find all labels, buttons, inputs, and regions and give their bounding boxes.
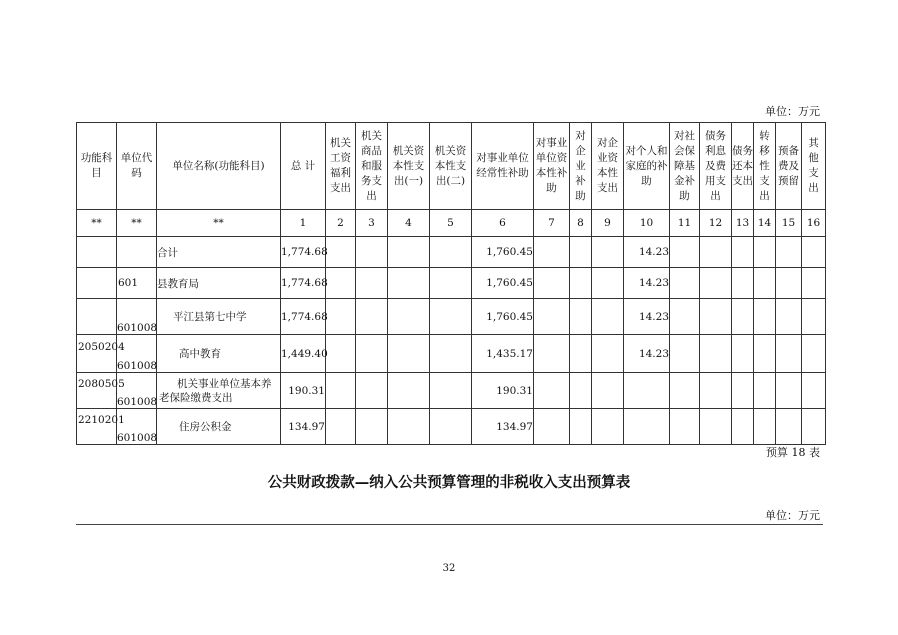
empty-cell	[534, 373, 570, 409]
func-code-cell	[77, 299, 117, 335]
header-col-16: 其他支出	[802, 123, 826, 210]
total-cell: 1,774.68	[281, 268, 326, 299]
empty-cell	[388, 299, 430, 335]
empty-cell	[326, 335, 356, 373]
table-row	[77, 335, 826, 373]
index-cell: 16	[802, 210, 826, 237]
empty-cell	[430, 409, 472, 445]
empty-cell	[570, 237, 592, 268]
index-cell: 10	[624, 210, 670, 237]
header-col-13: 债务还本支出	[732, 123, 754, 210]
empty-cell	[670, 237, 700, 268]
unit-code-cell: 601	[117, 268, 157, 299]
unit-code-cell: 601008	[117, 409, 157, 445]
empty-cell	[670, 409, 700, 445]
empty-cell	[700, 299, 732, 335]
household-subsidy-cell: 14.23	[624, 299, 670, 335]
empty-cell	[802, 237, 826, 268]
empty-cell	[592, 409, 624, 445]
func-code-cell	[77, 237, 117, 268]
total-cell: 134.97	[281, 409, 326, 445]
empty-cell	[534, 268, 570, 299]
empty-cell	[754, 335, 776, 373]
header-unit-name: 单位名称(功能科目)	[157, 123, 281, 210]
empty-cell	[592, 373, 624, 409]
index-cell: **	[77, 210, 117, 237]
index-cell: 8	[570, 210, 592, 237]
index-cell: **	[117, 210, 157, 237]
empty-cell	[700, 409, 732, 445]
empty-cell	[776, 409, 802, 445]
header-col-14: 转移性支出	[754, 123, 776, 210]
unit-code-cell: 601008	[117, 299, 157, 335]
index-cell: 12	[700, 210, 732, 237]
empty-cell	[592, 299, 624, 335]
empty-cell	[570, 268, 592, 299]
empty-cell	[670, 335, 700, 373]
empty-cell	[754, 268, 776, 299]
institution-subsidy-cell: 1,760.45	[472, 268, 534, 299]
empty-cell	[802, 268, 826, 299]
empty-cell	[326, 268, 356, 299]
empty-cell	[388, 335, 430, 373]
household-subsidy-cell: 14.23	[624, 335, 670, 373]
page-number: 32	[442, 563, 456, 574]
empty-cell	[356, 409, 388, 445]
header-total: 总 计	[281, 123, 326, 210]
household-subsidy-cell: 14.23	[624, 237, 670, 268]
empty-cell	[754, 237, 776, 268]
empty-cell	[388, 409, 430, 445]
unit-name-cell: 机关事业单位基本养老保险缴费支出	[157, 373, 281, 409]
empty-cell	[388, 373, 430, 409]
empty-cell	[534, 335, 570, 373]
index-cell: 13	[732, 210, 754, 237]
empty-cell	[670, 373, 700, 409]
func-code-cell	[77, 268, 117, 299]
institution-subsidy-cell: 134.97	[472, 409, 534, 445]
empty-cell	[356, 335, 388, 373]
index-cell: 9	[592, 210, 624, 237]
index-cell: 3	[356, 210, 388, 237]
index-cell: 2	[326, 210, 356, 237]
header-col-2: 机关工资福利支出	[326, 123, 356, 210]
total-cell: 190.31	[281, 373, 326, 409]
index-cell: 11	[670, 210, 700, 237]
total-cell: 1,449.40	[281, 335, 326, 373]
empty-cell	[592, 237, 624, 268]
unit-code-cell: 601008	[117, 335, 157, 373]
empty-cell	[700, 268, 732, 299]
header-col-12: 债务利息及费用支出	[700, 123, 732, 210]
empty-cell	[776, 237, 802, 268]
unit-label-top: 单位：万元	[765, 105, 820, 118]
empty-cell	[356, 237, 388, 268]
empty-cell	[388, 268, 430, 299]
header-col-3: 机关商品和服务支出	[356, 123, 388, 210]
institution-subsidy-cell: 1,435.17	[472, 335, 534, 373]
empty-cell	[430, 268, 472, 299]
empty-cell	[732, 299, 754, 335]
empty-cell	[776, 335, 802, 373]
header-col-15: 预备费及预留	[776, 123, 802, 210]
empty-cell	[356, 373, 388, 409]
empty-cell	[326, 237, 356, 268]
empty-cell	[700, 335, 732, 373]
empty-cell	[776, 268, 802, 299]
table-row	[77, 373, 826, 409]
total-cell: 1,774.68	[281, 299, 326, 335]
index-cell: 14	[754, 210, 776, 237]
table-number: 预算 18 表	[766, 446, 820, 459]
page-title: 公共财政拨款—纳入公共预算管理的非税收入支出预算表	[267, 475, 631, 491]
empty-cell	[592, 335, 624, 373]
index-cell: 15	[776, 210, 802, 237]
empty-cell	[570, 373, 592, 409]
empty-cell	[592, 268, 624, 299]
empty-cell	[430, 373, 472, 409]
empty-cell	[430, 335, 472, 373]
total-cell: 1,774.68	[281, 237, 326, 268]
table-row	[77, 409, 826, 445]
empty-cell	[802, 373, 826, 409]
header-col-11: 对社会保障基金补助	[670, 123, 700, 210]
func-code-cell: 2050204	[77, 335, 117, 373]
empty-cell	[570, 335, 592, 373]
header-unit-code: 单位代码	[117, 123, 157, 210]
unit-label-bottom: 单位：万元	[765, 509, 820, 522]
unit-name-cell: 合计	[157, 237, 281, 268]
empty-cell	[670, 299, 700, 335]
empty-cell	[534, 409, 570, 445]
empty-cell	[388, 237, 430, 268]
institution-subsidy-cell: 190.31	[472, 373, 534, 409]
header-divider	[76, 524, 823, 525]
unit-code-cell: 601008	[117, 373, 157, 409]
empty-cell	[670, 268, 700, 299]
index-cell: 4	[388, 210, 430, 237]
index-row	[77, 210, 826, 237]
empty-cell	[326, 373, 356, 409]
header-col-7: 对事业单位资本性补助	[534, 123, 570, 210]
header-col-6: 对事业单位经常性补助	[472, 123, 534, 210]
empty-cell	[570, 299, 592, 335]
empty-cell	[356, 268, 388, 299]
header-col-8: 对企业补助	[570, 123, 592, 210]
empty-cell	[754, 373, 776, 409]
unit-name-cell: 住房公积金	[157, 409, 281, 445]
empty-cell	[430, 299, 472, 335]
header-func-subject: 功能科目	[77, 123, 117, 210]
empty-cell	[326, 409, 356, 445]
empty-cell	[430, 237, 472, 268]
institution-subsidy-cell: 1,760.45	[472, 237, 534, 268]
table-row	[77, 237, 826, 268]
header-col-9: 对企业资本性支出	[592, 123, 624, 210]
empty-cell	[326, 299, 356, 335]
index-cell: 5	[430, 210, 472, 237]
unit-code-cell	[117, 237, 157, 268]
institution-subsidy-cell: 1,760.45	[472, 299, 534, 335]
unit-name-cell: 平江县第七中学	[157, 299, 281, 335]
index-cell: 1	[281, 210, 326, 237]
empty-cell	[700, 237, 732, 268]
header-col-10: 对个人和家庭的补助	[624, 123, 670, 210]
household-subsidy-cell	[624, 373, 670, 409]
household-subsidy-cell	[624, 409, 670, 445]
budget-table	[76, 122, 826, 445]
empty-cell	[570, 409, 592, 445]
empty-cell	[732, 268, 754, 299]
empty-cell	[732, 335, 754, 373]
header-col-5: 机关资本性支出(二)	[430, 123, 472, 210]
unit-name-cell: 县教育局	[157, 268, 281, 299]
empty-cell	[732, 409, 754, 445]
table-row	[77, 268, 826, 299]
empty-cell	[802, 409, 826, 445]
unit-name-cell: 高中教育	[157, 335, 281, 373]
header-col-4: 机关资本性支出(一)	[388, 123, 430, 210]
empty-cell	[700, 373, 732, 409]
empty-cell	[732, 373, 754, 409]
index-cell: 7	[534, 210, 570, 237]
empty-cell	[802, 335, 826, 373]
household-subsidy-cell: 14.23	[624, 268, 670, 299]
index-cell: **	[157, 210, 281, 237]
table-row	[77, 299, 826, 335]
empty-cell	[534, 237, 570, 268]
func-code-cell: 2080505	[77, 373, 117, 409]
header-row	[77, 123, 826, 210]
empty-cell	[802, 299, 826, 335]
empty-cell	[754, 299, 776, 335]
index-cell: 6	[472, 210, 534, 237]
empty-cell	[754, 409, 776, 445]
empty-cell	[776, 373, 802, 409]
func-code-cell: 2210201	[77, 409, 117, 445]
empty-cell	[732, 237, 754, 268]
empty-cell	[776, 299, 802, 335]
empty-cell	[356, 299, 388, 335]
empty-cell	[534, 299, 570, 335]
